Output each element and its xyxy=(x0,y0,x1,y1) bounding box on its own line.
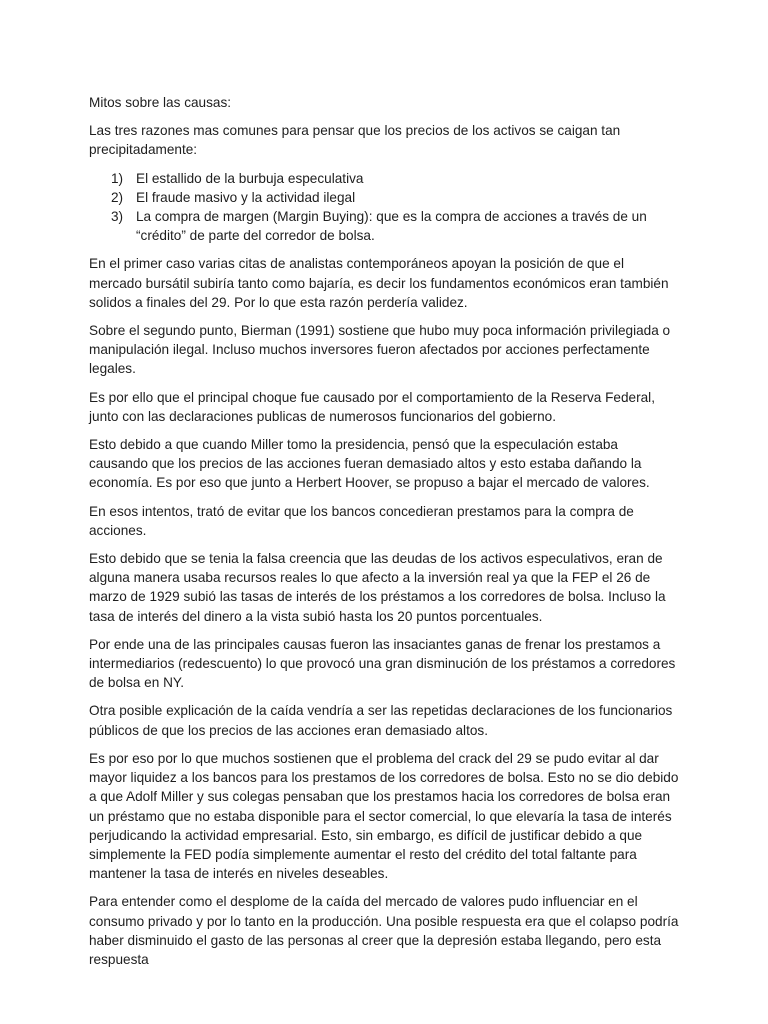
body-paragraph: Esto debido que se tenia la falsa creencia que las deudas de los activos especulativos, eran de alguna manera usaba recursos reales lo que afecto a la inversión real ya que la FEP el 26 de marzo de 1929 subió las tasas de interés de los préstamos a los corredores de bolsa. Incluso la tasa de interés del dinero a la vista subió hasta los 20 puntos porcentuales. xyxy=(89,551,666,624)
body-paragraph: En el primer caso varias citas de analistas contemporáneos apoyan la posición de que el mercado bursátil subiría tanto como bajaría, es decir los fundamentos económicos eran también solidos a finales del 29. Por lo que esta razón perdería validez. xyxy=(89,256,669,310)
body-paragraph: Otra posible explicación de la caída vendría a ser las repetidas declaraciones de los funcionarios públicos de que los precios de las acciones eran demasiado altos. xyxy=(89,703,673,738)
list-item-text: El fraude masivo y la actividad ilegal xyxy=(136,189,356,205)
body-paragraph: Esto debido a que cuando Miller tomo la presidencia, pensó que la especulación estaba causando que los precios de las acciones fueran demasiado altos y esto estaba dañando la economía. Es por eso que junto a Herbert Hoover, se propuso a bajar el mercado de valores. xyxy=(89,437,650,491)
list-item xyxy=(89,169,679,188)
list-item xyxy=(89,188,679,207)
body-paragraph: Sobre el segundo punto, Bierman (1991) sostiene que hubo muy poca información privilegiada o manipulación ilegal. Incluso muchos inversores fueron afectados por acciones perfectamente legales. xyxy=(89,323,671,377)
list-item-number: 1) xyxy=(111,170,124,186)
body-paragraph: Por ende una de las principales causas fueron las insaciantes ganas de frenar los prestamos a intermediarios (redescuento) lo que provocó una gran disminución de los préstamos a corredores de bolsa en NY. xyxy=(89,636,676,691)
body-paragraph: Es por eso por lo que muchos sostienen que el problema del crack del 29 se pudo evitar al dar mayor liquidez a los bancos para los prestamos de los corredores de bolsa. Esto no se dio debido a que Adolf Miller y sus colegas pensaban que los prestamos hacia los corredores de bolsa eran un préstamo que no estaba disponible para el sector comercial, lo que elevaría la tasa de interés perjudicando la actividad empresarial. Esto, sin embargo, es difícil de justificar debido a que simplemente la FED podía simplemente aumentar el resto del crédito del total faltante para mantener la tasa de interés en niveles deseables. xyxy=(89,750,679,882)
section-heading: Mitos sobre las causas: xyxy=(89,95,232,110)
list-item-number: 2) xyxy=(111,189,124,205)
causes-list xyxy=(89,169,679,246)
body-paragraph: Para entender como el desplome de la caída del mercado de valores pudo influenciar en el consumo privado y por lo tanto en la producción. Una posible respuesta era que el colapso podría haber disminuido el gasto de las personas al creer que la depresión estaba llegando, pero esta respuesta xyxy=(89,894,679,967)
list-item-number: 3) xyxy=(111,209,124,225)
document-page xyxy=(89,93,679,978)
list-item-text: La compra de margen (Margin Buying): que es la compra de acciones a través de un “crédito” de parte del corredor de bolsa. xyxy=(136,209,647,244)
intro-paragraph: Las tres razones mas comunes para pensar que los precios de los activos se caigan tan precipitadamente: xyxy=(89,123,621,158)
list-item xyxy=(89,207,679,245)
body-paragraph: Es por ello que el principal choque fue causado por el comportamiento de la Reserva Federal, junto con las declaraciones publicas de numerosos funcionarios del gobierno. xyxy=(89,389,655,424)
body-paragraph: En esos intentos, trató de evitar que los bancos concedieran prestamos para la compra de acciones. xyxy=(89,503,634,538)
list-item-text: El estallido de la burbuja especulativa xyxy=(136,170,364,186)
